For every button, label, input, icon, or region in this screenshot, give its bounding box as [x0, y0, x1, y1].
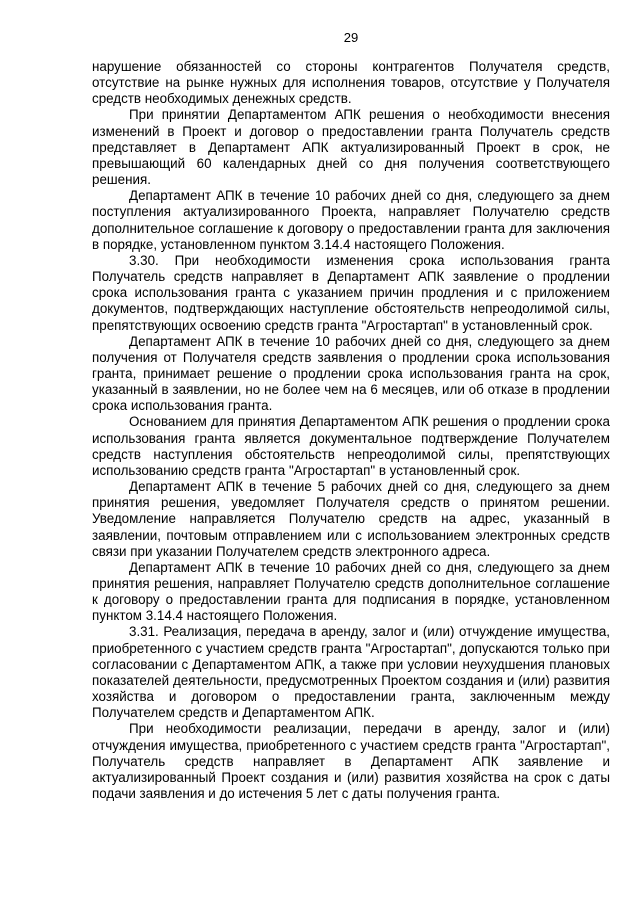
- page-number: 29: [343, 30, 359, 45]
- paragraph-clause-3-30: 3.30. При необходимости изменения срока использования гранта Получатель средств направляет в Департамент АПК заявление о продлении срока использования гранта с указанием причин продления и с приложением документов, подтверждающих наступление обстоятельств непреодолимой силы, препятствующих освоению средств гранта "Агростартап" в установленный срок.: [92, 252, 610, 333]
- paragraph-additional-agreement: Департамент АПК в течение 10 рабочих дней со дня, следующего за днем поступления актуализированного Проекта, направляет Получателю средств дополнительное соглашение к договору о предоставлении гранта для заключения в порядке, установленном пунктом 3.14.4 настоящего Положения.: [92, 188, 610, 252]
- paragraph-extension-grounds: Основанием для принятия Департаментом АПК решения о продлении срока использования гранта является документальное подтверждение Получателем средств наступления обстоятельств непреодолимой силы, препятствующих использованию средств гранта "Агростартап" в установленный срок.: [92, 414, 610, 478]
- paragraph-signing: Департамент АПК в течение 10 рабочих дней со дня, следующего за днем принятия решения, направляет Получателю средств дополнительное соглашение к договору о предоставлении гранта для подписания в порядке, установленном пунктом 3.14.4 настоящего Положения.: [92, 559, 610, 624]
- paragraph-disposal-request: При необходимости реализации, передачи в аренду, залог и (или) отчуждения имущества, приобретенного с участием средств гранта "Агростартап", Получатель средств направляет в Департамент АПК заявление и актуализированный Проект создания и (или) развития хозяйства на срок с даты подачи заявления и до истечения 5 лет с даты получения гранта.: [92, 721, 610, 802]
- paragraph-clause-3-31: 3.31. Реализация, передача в аренду, залог и (или) отчуждение имущества, приобретенного с участием средств гранта "Агростартап", допускаются только при согласовании с Департаментом АПК, а также при условии неухудшения плановых показателей деятельности, предусмотренных Проектом создания и (или) развития хозяйства и договором о предоставлении гранта, заключенным между Получателем средств и Департаментом АПК.: [92, 624, 610, 721]
- paragraph-extension-decision: Департамент АПК в течение 10 рабочих дней со дня, следующего за днем получения от Получателя средств заявления о продлении срока использования гранта, принимает решение о продлении срока использования гранта на срок, указанный в заявлении, но не более чем на 6 месяцев, или об отказе в продлении срока использования гранта.: [92, 333, 610, 414]
- paragraph-project-changes: При принятии Департаментом АПК решения о необходимости внесения изменений в Проект и договор о предоставлении гранта Получатель средств представляет в Департамент АПК актуализированный Проект в срок, не превышающий 60 календарных дней со дня получения соответствующего решения.: [92, 107, 610, 188]
- paragraph-continuation: нарушение обязанностей со стороны контрагентов Получателя средств, отсутствие на рынке нужных для исполнения товаров, отсутствие у Получателя средств необходимых денежных средств.: [92, 59, 610, 107]
- paragraph-notification: Департамент АПК в течение 5 рабочих дней со дня, следующего за днем принятия решения, уведомляет Получателя средств о принятом решении. Уведомление направляется Получателю средств на адрес, указанный в заявлении, почтовым отправлением или с использованием электронных средств связи при указании Получателем средств электронного адреса.: [92, 479, 610, 559]
